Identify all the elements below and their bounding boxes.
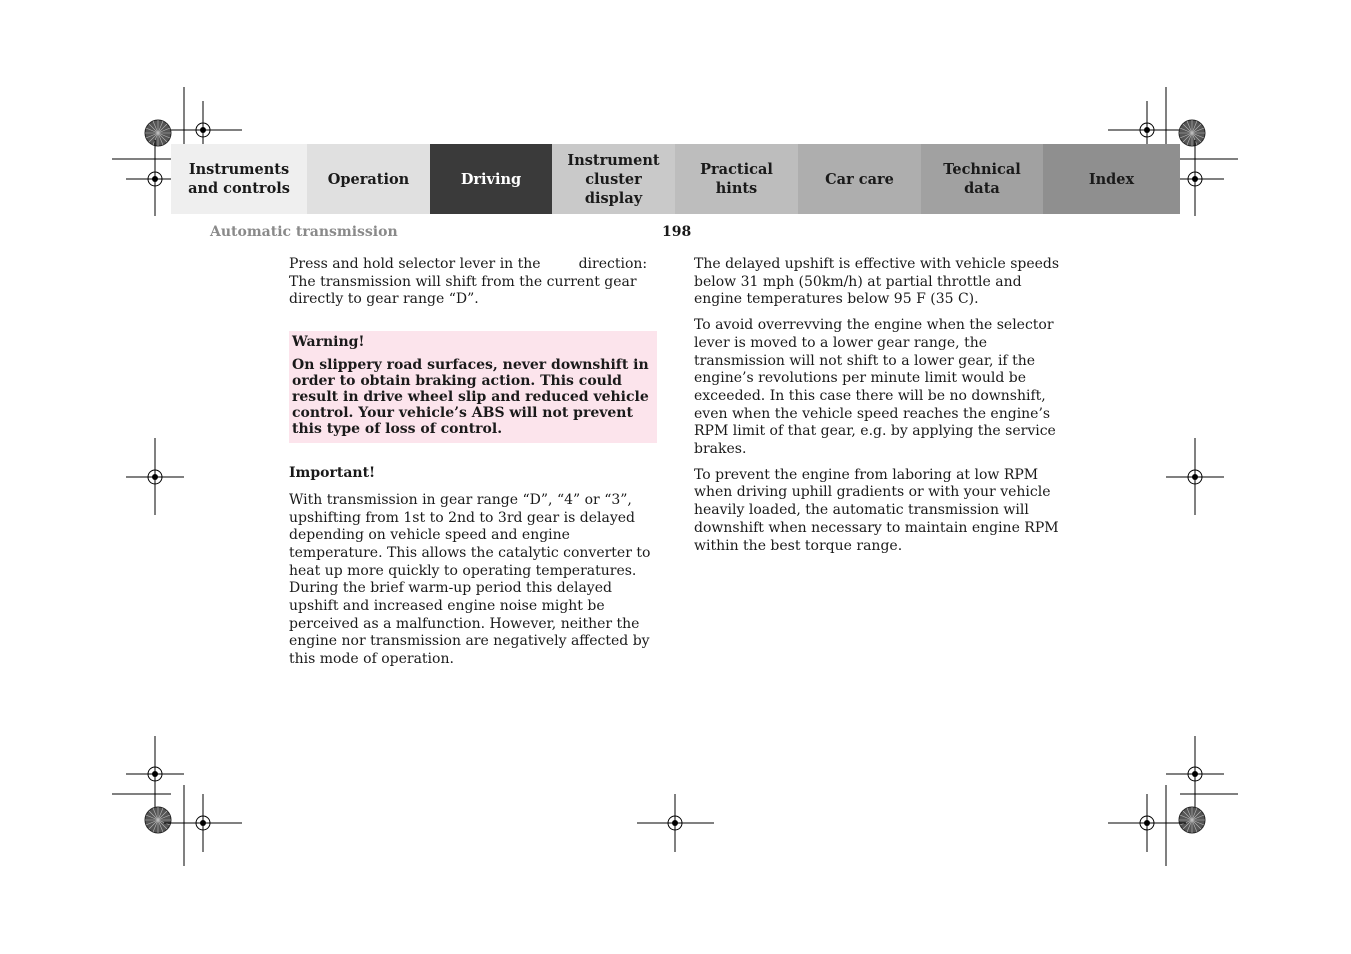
tab-label: Index xyxy=(1088,170,1135,188)
important-paragraph-1: With transmission in gear range “D”, “4” or “3”, upshifting from 1st to 2nd to 3rd gear is delayed depending on vehicle speed and engine temperature. This allows the catalytic converter to heat up more quickly to operating temperatures. xyxy=(289,491,651,579)
warning-text: On slippery road surfaces, never downshift in order to obtain braking action. This could result in drive wheel slip and reduced vehicle control. Your vehicle’s ABS will not prevent this type of loss of control. xyxy=(292,357,649,438)
tab-label: Instrument cluster display xyxy=(567,151,660,207)
tab-operation[interactable] xyxy=(307,144,430,214)
warning-title: Warning! xyxy=(292,334,365,351)
tab-technical-data[interactable] xyxy=(921,144,1043,214)
tab-label: Practical hints xyxy=(700,161,773,197)
tab-driving[interactable] xyxy=(430,144,552,214)
important-heading: Important! xyxy=(289,465,376,482)
intro-text-after: direction: xyxy=(578,256,648,272)
tab-label: Operation xyxy=(327,170,410,188)
right-paragraph-1: The delayed upshift is effective with vehicle speeds below 31 mph (50km/h) at partial throttle and engine temperatures below 95 F (35 C). xyxy=(694,256,1060,308)
rosette-mark xyxy=(145,120,171,146)
left-column xyxy=(289,256,657,677)
tab-index[interactable] xyxy=(1043,144,1180,214)
cross-mark xyxy=(196,123,210,137)
right-paragraph-3: To prevent the engine from laboring at low RPM when driving uphill gradients or with your vehicle heavily loaded, the automatic transmission will downshift when necessary to maintain engine RPM within the best torque range. xyxy=(694,466,1059,554)
right-paragraph-2: To avoid overrevving the engine when the selector lever is moved to a lower gear range, the transmission will not shift to a lower gear, if the engine’s revolutions per minute limit would be exceeded. In this case there will be no downshift, even when the vehicle speed reaches the engine’s RPM limit of that gear, e.g. by applying the service brakes. xyxy=(694,317,1056,458)
section-tabs xyxy=(171,144,1180,214)
warning-box xyxy=(289,331,657,443)
page-number: 198 xyxy=(662,224,692,240)
tab-instrument-cluster-display[interactable] xyxy=(552,144,675,214)
intro-text-before: Press and hold selector lever in the xyxy=(289,256,541,272)
intro-text-rest: The transmission will shift from the current gear directly to gear range “D”. xyxy=(289,273,637,308)
important-paragraph-2: During the brief warm-up period this delayed upshift and increased engine noise might be perceived as a malfunction. However, neither the engine nor transmission are negatively affected by this mode of operation. xyxy=(289,580,650,668)
tab-practical-hints[interactable] xyxy=(675,144,798,214)
tab-label: Instruments and controls xyxy=(188,161,290,197)
intro-paragraph xyxy=(289,256,657,309)
tab-label: Driving xyxy=(460,170,522,188)
right-column xyxy=(694,256,1064,563)
tab-instruments-and-controls[interactable] xyxy=(171,144,307,214)
section-title: Automatic transmission xyxy=(210,224,398,240)
tab-label: Technical data xyxy=(943,161,1021,197)
tab-car-care[interactable] xyxy=(798,144,921,214)
tab-label: Car care xyxy=(825,170,894,188)
